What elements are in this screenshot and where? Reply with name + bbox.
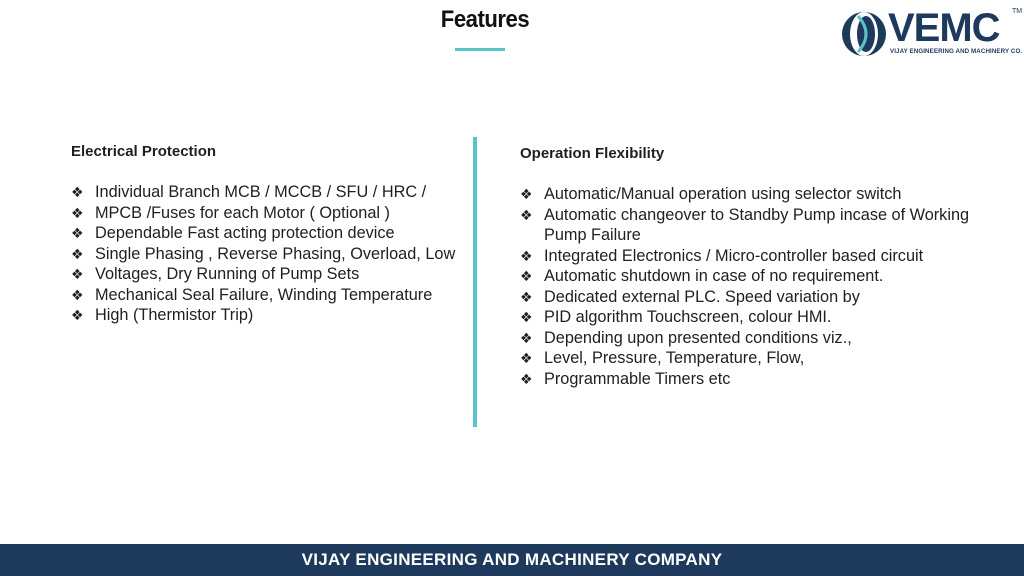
diamond-bullet-icon: ❖ <box>71 204 84 221</box>
list-item-text: Level, Pressure, Temperature, Flow, <box>544 349 805 367</box>
company-logo <box>840 4 1023 64</box>
list-item <box>520 266 1000 287</box>
logo-trademark: TM <box>1012 8 1023 15</box>
diamond-bullet-icon: ❖ <box>71 286 84 303</box>
diamond-bullet-icon: ❖ <box>520 288 533 305</box>
logo-subtitle: VIJAY ENGINEERING AND MACHINERY CO. <box>890 48 1023 55</box>
list-item-text: MPCB /Fuses for each Motor ( Optional ) <box>95 203 390 222</box>
page-title: Features <box>440 6 530 33</box>
electrical-protection-heading: Electrical Protection <box>71 143 217 160</box>
operation-flexibility-heading: Operation Flexibility <box>520 145 665 162</box>
list-item-text: Automatic changeover to Standby Pump incase of Working Pump Failure <box>544 205 970 244</box>
list-item-text: PID algorithm Touchscreen, colour HMI. <box>544 308 832 326</box>
diamond-bullet-icon: ❖ <box>520 206 533 223</box>
list-item <box>71 264 471 285</box>
list-item-text: Integrated Electronics / Micro-controller based circuit <box>544 246 924 265</box>
diamond-bullet-icon: ❖ <box>520 370 533 387</box>
list-item-text: Voltages, Dry Running of Pump Sets <box>95 265 360 283</box>
diamond-bullet-icon: ❖ <box>71 184 84 200</box>
list-item <box>520 328 1000 349</box>
list-item <box>71 285 471 306</box>
list-item-text: Single Phasing , Reverse Phasing, Overload, Low <box>95 244 456 263</box>
list-item <box>520 348 1000 369</box>
logo-brand-text: VEMC <box>888 6 1000 50</box>
footer-bar <box>0 544 1024 576</box>
diamond-bullet-icon: ❖ <box>520 309 533 325</box>
list-item <box>520 246 1000 267</box>
list-item-text: Depending upon presented conditions viz., <box>544 328 852 347</box>
diamond-bullet-icon: ❖ <box>71 266 84 282</box>
diamond-bullet-icon: ❖ <box>520 268 533 284</box>
list-item-text: Mechanical Seal Failure, Winding Temperature <box>95 285 433 304</box>
list-item <box>520 184 1000 205</box>
title-underline <box>455 48 505 51</box>
list-item <box>520 369 1000 390</box>
list-item <box>520 205 1000 246</box>
diamond-bullet-icon: ❖ <box>520 329 533 346</box>
footer-company-name: VIJAY ENGINEERING AND MACHINERY COMPANY <box>301 550 723 569</box>
list-item-text: Individual Branch MCB / MCCB / SFU / HRC / <box>95 183 427 201</box>
list-item-text: High (Thermistor Trip) <box>95 306 254 324</box>
list-item-text: Programmable Timers etc <box>544 369 731 388</box>
list-item <box>71 244 471 265</box>
electrical-protection-list <box>71 182 471 326</box>
vemc-logo-icon <box>840 6 888 62</box>
column-divider <box>473 137 477 427</box>
list-item-text: Dependable Fast acting protection device <box>95 224 395 242</box>
list-item <box>520 307 1000 328</box>
list-item-text: Dedicated external PLC. Speed variation by <box>544 287 860 306</box>
diamond-bullet-icon: ❖ <box>71 245 84 262</box>
list-item <box>71 203 471 224</box>
list-item <box>520 287 1000 308</box>
list-item-text: Automatic shutdown in case of no requirement. <box>544 267 884 285</box>
list-item <box>71 223 471 244</box>
list-item <box>71 182 471 203</box>
list-item <box>71 305 471 326</box>
operation-flexibility-list <box>520 184 1000 389</box>
diamond-bullet-icon: ❖ <box>520 350 533 366</box>
diamond-bullet-icon: ❖ <box>71 225 84 241</box>
diamond-bullet-icon: ❖ <box>520 186 533 202</box>
list-item-text: Automatic/Manual operation using selector switch <box>544 185 902 203</box>
diamond-bullet-icon: ❖ <box>520 247 533 264</box>
diamond-bullet-icon: ❖ <box>71 307 84 323</box>
